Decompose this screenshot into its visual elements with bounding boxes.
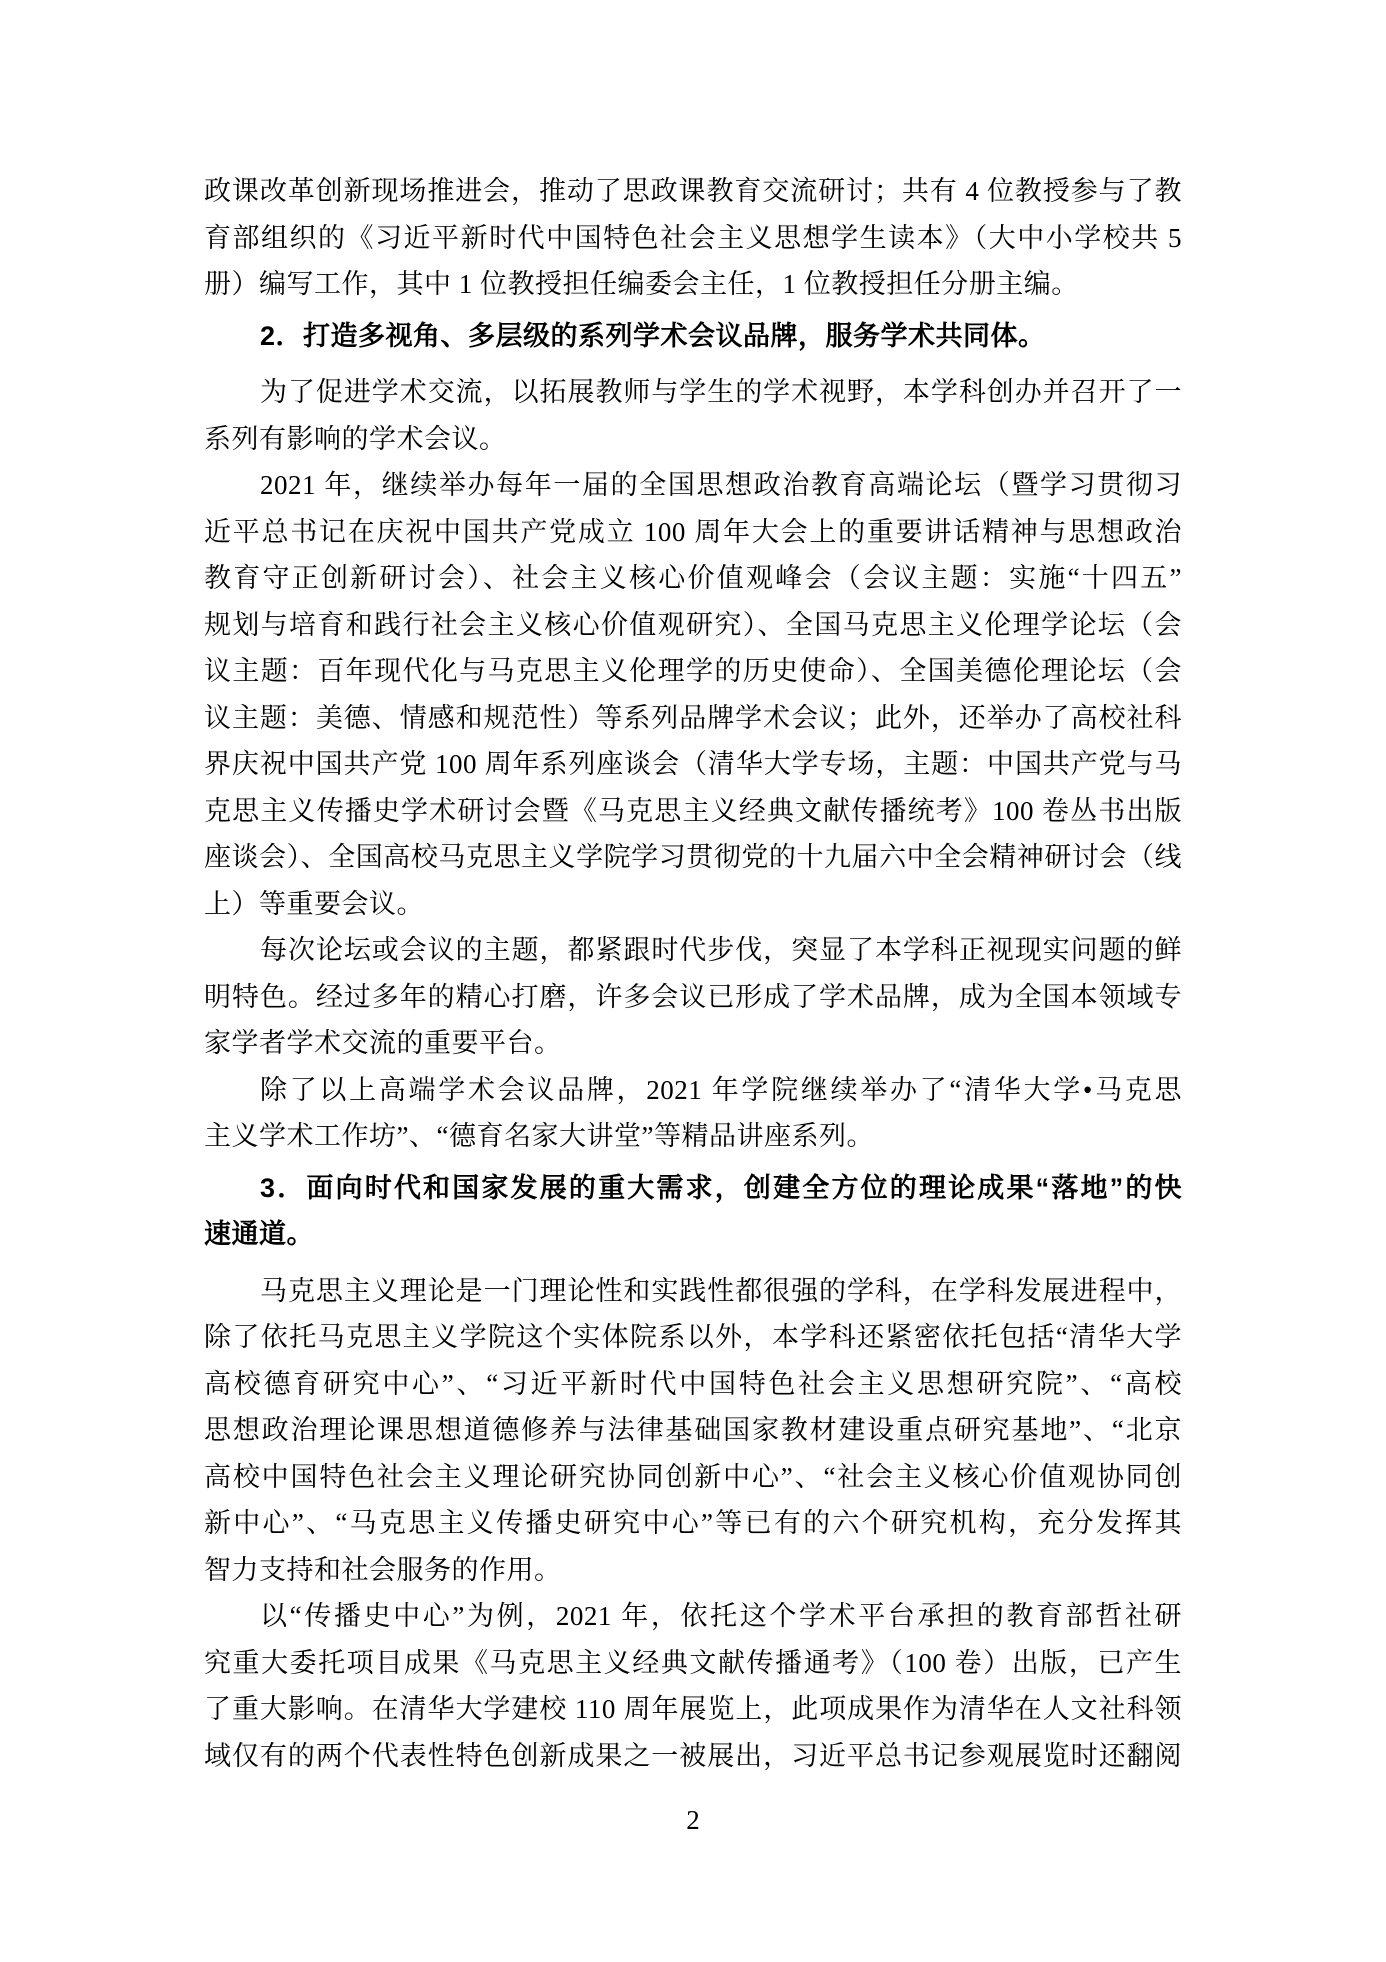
paragraph bbox=[204, 1593, 1182, 1779]
text-line: 政课改革创新现场推进会，推动了思政课教育交流研讨；共有 4 位教授参与了教 bbox=[204, 176, 1182, 206]
paragraph bbox=[204, 1067, 1182, 1160]
text-line: 除了以上高端学术会议品牌，2021 年学院继续举办了“清华大学•马克思 bbox=[260, 1074, 1182, 1105]
text-line: 教育守正创新研讨会）、社会主义核心价值观峰会（会议主题：实施“十四五” bbox=[204, 563, 1182, 593]
text-line: 思想政治理论课思想道德修养与法律基础国家教材建设重点研究基地”、“北京 bbox=[204, 1415, 1182, 1445]
text-line: 议主题：百年现代化与马克思主义伦理学的历史使命）、全国美德伦理论坛（会 bbox=[204, 656, 1182, 686]
section-heading bbox=[204, 1165, 1182, 1258]
text-line: 近平总书记在庆祝中国共产党成立 100 周年大会上的重要讲话精神与思想政治 bbox=[204, 516, 1182, 547]
text-line: 册）编写工作，其中 1 位教授担任编委会主任，1 位教授担任分册主编。 bbox=[204, 269, 1079, 299]
text-line: 每次论坛或会议的主题，都紧跟时代步伐，突显了本学科正视现实问题的鲜 bbox=[260, 935, 1182, 965]
text-line: 克思主义传播史学术研讨会暨《马克思主义经典文献传播统考》100 卷丛书出版 bbox=[204, 795, 1182, 826]
text-line: 规划与培育和践行社会主义核心价值观研究）、全国马克思主义伦理学论坛（会 bbox=[204, 609, 1182, 640]
page-number: 2 bbox=[686, 1805, 700, 1835]
text-line: 智力支持和社会服务的作用。 bbox=[204, 1554, 562, 1585]
text-block bbox=[204, 168, 1182, 1779]
text-line: 速通道。 bbox=[204, 1219, 314, 1249]
paragraph bbox=[204, 168, 1182, 308]
text-line: 为了促进学术交流，以拓展教师与学生的学术视野，本学科创办并召开了一 bbox=[260, 377, 1182, 407]
text-line: 了重大影响。在清华大学建校 110 周年展览上，此项成果作为清华在人文社科领 bbox=[204, 1694, 1182, 1724]
text-line: 以“传播史中心”为例，2021 年，依托这个学术平台承担的教育部哲社研 bbox=[260, 1601, 1182, 1631]
text-line: 界庆祝中国共产党 100 周年系列座谈会（清华大学专场，主题：中国共产党与马 bbox=[204, 749, 1182, 779]
text-line: 系列有影响的学术会议。 bbox=[204, 423, 507, 454]
text-line: 3．面向时代和国家发展的重大需求，创建全方位的理论成果“落地”的快 bbox=[260, 1172, 1182, 1203]
paragraph bbox=[204, 462, 1182, 927]
text-line: 议主题：美德、情感和规范性）等系列品牌学术会议；此外，还举办了高校社科 bbox=[204, 702, 1182, 733]
paragraph bbox=[204, 369, 1182, 462]
text-line: 2021 年，继续举办每年一届的全国思想政治教育高端论坛（暨学习贯彻习 bbox=[260, 470, 1182, 500]
text-line: 马克思主义理论是一门理论性和实践性都很强的学科，在学科发展进程中， bbox=[260, 1275, 1182, 1306]
text-line: 高校中国特色社会主义理论研究协同创新中心”、“社会主义核心价值观协同创 bbox=[204, 1461, 1182, 1492]
text-line: 新中心”、“马克思主义传播史研究中心”等已有的六个研究机构，充分发挥其 bbox=[204, 1508, 1182, 1538]
text-line: 除了依托马克思主义学院这个实体院系以外，本学科还紧密依托包括“清华大学 bbox=[204, 1322, 1182, 1352]
text-line: 高校德育研究中心”、“习近平新时代中国特色社会主义思想研究院”、“高校 bbox=[204, 1368, 1182, 1399]
text-line: 座谈会）、全国高校马克思主义学院学习贯彻党的十九届六中全会精神研讨会（线 bbox=[204, 842, 1182, 872]
text-line: 上）等重要会议。 bbox=[204, 888, 424, 919]
text-line: 育部组织的《习近平新时代中国特色社会主义思想学生读本》（大中小学校共 5 bbox=[204, 222, 1182, 253]
section-heading bbox=[204, 313, 1182, 360]
text-line: 究重大委托项目成果《马克思主义经典文献传播通考》（100 卷）出版，已产生 bbox=[204, 1647, 1182, 1678]
text-line: 家学者学术交流的重要平台。 bbox=[204, 1028, 562, 1058]
text-line: 2．打造多视角、多层级的系列学术会议品牌，服务学术共同体。 bbox=[260, 320, 1046, 351]
text-line: 域仅有的两个代表性特色创新成果之一被展出，习近平总书记参观展览时还翻阅 bbox=[204, 1740, 1182, 1771]
text-line: 明特色。经过多年的精心打磨，许多会议已形成了学术品牌，成为全国本领域专 bbox=[204, 981, 1182, 1012]
text-line: 主义学术工作坊”、“德育名家大讲堂”等精品讲座系列。 bbox=[204, 1121, 874, 1151]
paragraph bbox=[204, 1268, 1182, 1594]
paragraph bbox=[204, 927, 1182, 1067]
page-footer bbox=[0, 1800, 1386, 1840]
